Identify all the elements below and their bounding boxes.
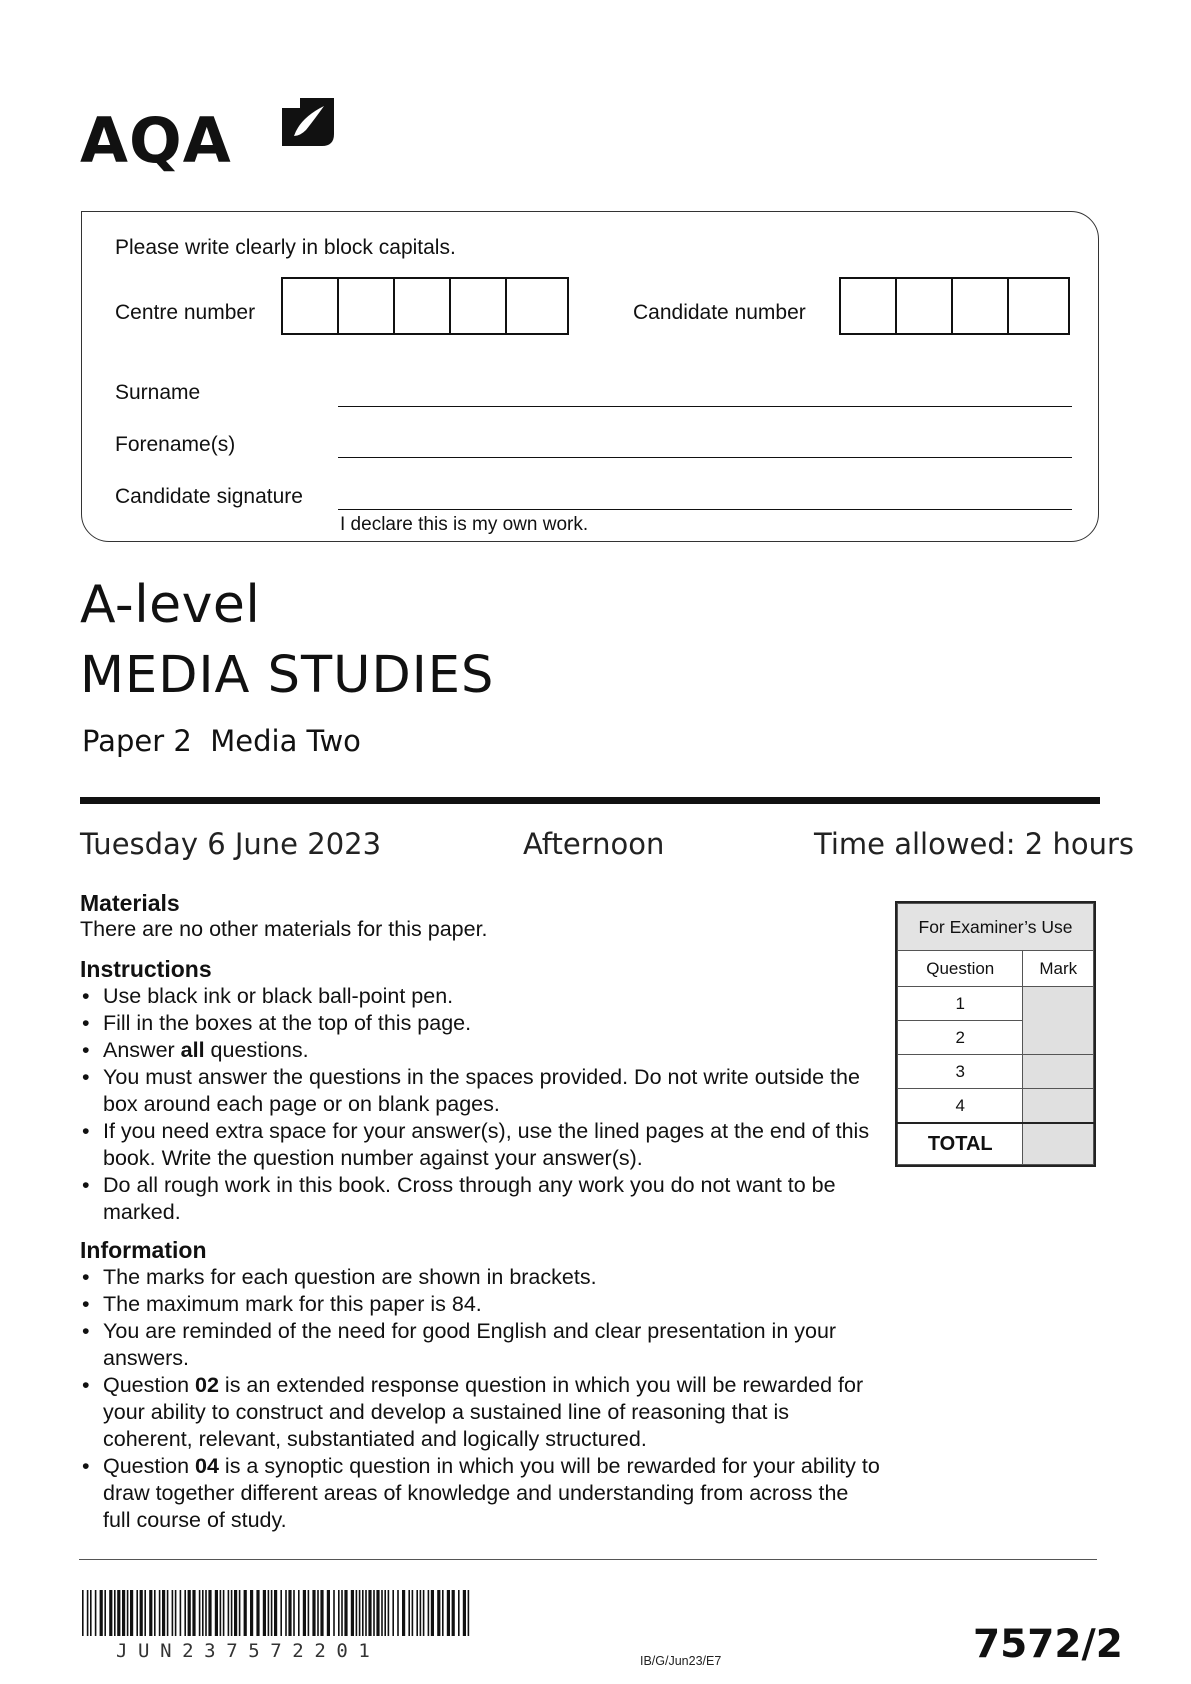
instruction-item <box>80 1010 880 1037</box>
exam-session: Afternoon <box>523 827 665 861</box>
candidate-number-label: Candidate number <box>633 301 806 324</box>
centre-number-box[interactable] <box>339 279 395 333</box>
logo-text: AQA <box>80 104 232 177</box>
paper-reference: IB/G/Jun23/E7 <box>640 1654 722 1668</box>
information-text: Question <box>103 1454 196 1478</box>
information-text: You are reminded of the need for good English and clear presentation in your answers. <box>103 1319 837 1370</box>
information-item <box>80 1372 880 1453</box>
subject-title: MEDIA STUDIES <box>80 646 495 705</box>
bullet-icon: • <box>82 1319 90 1343</box>
mark-cell <box>1023 1055 1094 1089</box>
bullet-icon: • <box>82 1011 90 1035</box>
instruction-text: all <box>180 1038 205 1062</box>
information-text: 04 <box>195 1454 219 1478</box>
centre-number-box[interactable] <box>283 279 339 333</box>
signature-label: Candidate signature <box>115 485 303 508</box>
examiner-use-table <box>895 901 1096 1167</box>
information-text: The maximum mark for this paper is 84. <box>103 1292 482 1316</box>
information-item <box>80 1318 880 1372</box>
bullet-icon: • <box>82 1038 90 1062</box>
candidate-number-box[interactable] <box>1009 279 1065 333</box>
signature-line[interactable] <box>338 509 1072 510</box>
information-heading: Information <box>80 1237 207 1263</box>
qualification-level: A-level <box>80 575 261 635</box>
candidate-number-box[interactable] <box>841 279 897 333</box>
surname-line[interactable] <box>338 406 1072 407</box>
forename-line[interactable] <box>338 457 1072 458</box>
bullet-icon: • <box>82 1119 90 1143</box>
declaration-text: I declare this is my own work. <box>340 514 589 535</box>
examiner-table-title: For Examiner’s Use <box>898 904 1094 951</box>
question-number: 3 <box>898 1055 1023 1089</box>
title-divider <box>80 797 1100 804</box>
total-label: TOTAL <box>898 1123 1023 1165</box>
question-number: 4 <box>898 1089 1023 1124</box>
instruction-item <box>80 1118 880 1172</box>
information-item <box>80 1264 880 1291</box>
question-number: 2 <box>898 1021 1023 1055</box>
centre-number-label: Centre number <box>115 301 256 324</box>
candidate-number-boxes[interactable] <box>839 277 1070 335</box>
instruction-item <box>80 983 880 1010</box>
information-text: is an extended response question in which you will be rewarded for your ability to construct and develop a sustained line of reasoning that is coherent, relevant, substantiated and logically structured. <box>103 1373 864 1451</box>
bullet-icon: • <box>82 1173 90 1197</box>
instruction-text: You must answer the questions in the spaces provided. Do not write outside the box around each page or on blank pages. <box>103 1065 860 1116</box>
bullet-icon: • <box>82 1454 90 1478</box>
instructions-list <box>80 983 880 1226</box>
instruction-item <box>80 1064 880 1118</box>
bullet-icon: • <box>82 984 90 1008</box>
bullet-icon: • <box>82 1373 90 1397</box>
barcode-text: JUN237572201 <box>116 1640 381 1662</box>
information-item <box>80 1291 880 1318</box>
centre-number-box[interactable] <box>507 279 563 333</box>
aqa-logo <box>80 94 360 184</box>
paper-title: Paper 2 Media Two <box>82 724 361 758</box>
forename-label: Forename(s) <box>115 433 236 456</box>
mark-column-header: Mark <box>1023 951 1094 987</box>
time-allowed: Time allowed: 2 hours <box>814 827 1134 861</box>
candidate-number-box[interactable] <box>953 279 1009 333</box>
information-text: is a synoptic question in which you will be rewarded for your ability to draw together different areas of knowledge and understanding from across the full course of study. <box>103 1454 880 1532</box>
mark-cell <box>1023 1089 1094 1124</box>
leaf-logo-icon <box>280 94 336 152</box>
instruction-text: questions. <box>204 1038 309 1062</box>
information-text: Question <box>103 1373 196 1397</box>
candidate-number-box[interactable] <box>897 279 953 333</box>
bullet-icon: • <box>82 1292 90 1316</box>
materials-heading: Materials <box>80 890 180 916</box>
candidate-details-box <box>81 211 1099 542</box>
instruction-text: Answer <box>103 1038 181 1062</box>
surname-label: Surname <box>115 381 201 404</box>
instruction-item <box>80 1037 880 1064</box>
information-text: 02 <box>195 1373 219 1397</box>
bullet-icon: • <box>82 1065 90 1089</box>
instruction-text: Fill in the boxes at the top of this page. <box>103 1011 472 1035</box>
footer-divider <box>79 1559 1097 1560</box>
question-number: 1 <box>898 987 1023 1021</box>
block-capitals-instruction: Please write clearly in block capitals. <box>115 236 456 259</box>
instructions-heading: Instructions <box>80 956 212 982</box>
bullet-icon: • <box>82 1265 90 1289</box>
instruction-text: If you need extra space for your answer(s), use the lined pages at the end of this book. Write the question number against your answer(s). <box>103 1119 870 1170</box>
paper-code: 7572/2 <box>973 1622 1123 1667</box>
information-text: The marks for each question are shown in brackets. <box>103 1265 597 1289</box>
information-list <box>80 1264 880 1534</box>
information-item <box>80 1453 880 1534</box>
exam-date: Tuesday 6 June 2023 <box>80 827 382 861</box>
instruction-text: Do all rough work in this book. Cross through any work you do not want to be marked. <box>103 1173 836 1224</box>
centre-number-boxes[interactable] <box>281 277 569 335</box>
mark-cell <box>1023 987 1094 1055</box>
materials-text: There are no other materials for this paper. <box>80 917 488 941</box>
centre-number-box[interactable] <box>395 279 451 333</box>
total-mark-cell <box>1023 1123 1094 1165</box>
instruction-text: Use black ink or black ball-point pen. <box>103 984 454 1008</box>
barcode-icon <box>82 1590 470 1636</box>
question-column-header: Question <box>898 951 1023 987</box>
centre-number-box[interactable] <box>451 279 507 333</box>
instruction-item <box>80 1172 880 1226</box>
